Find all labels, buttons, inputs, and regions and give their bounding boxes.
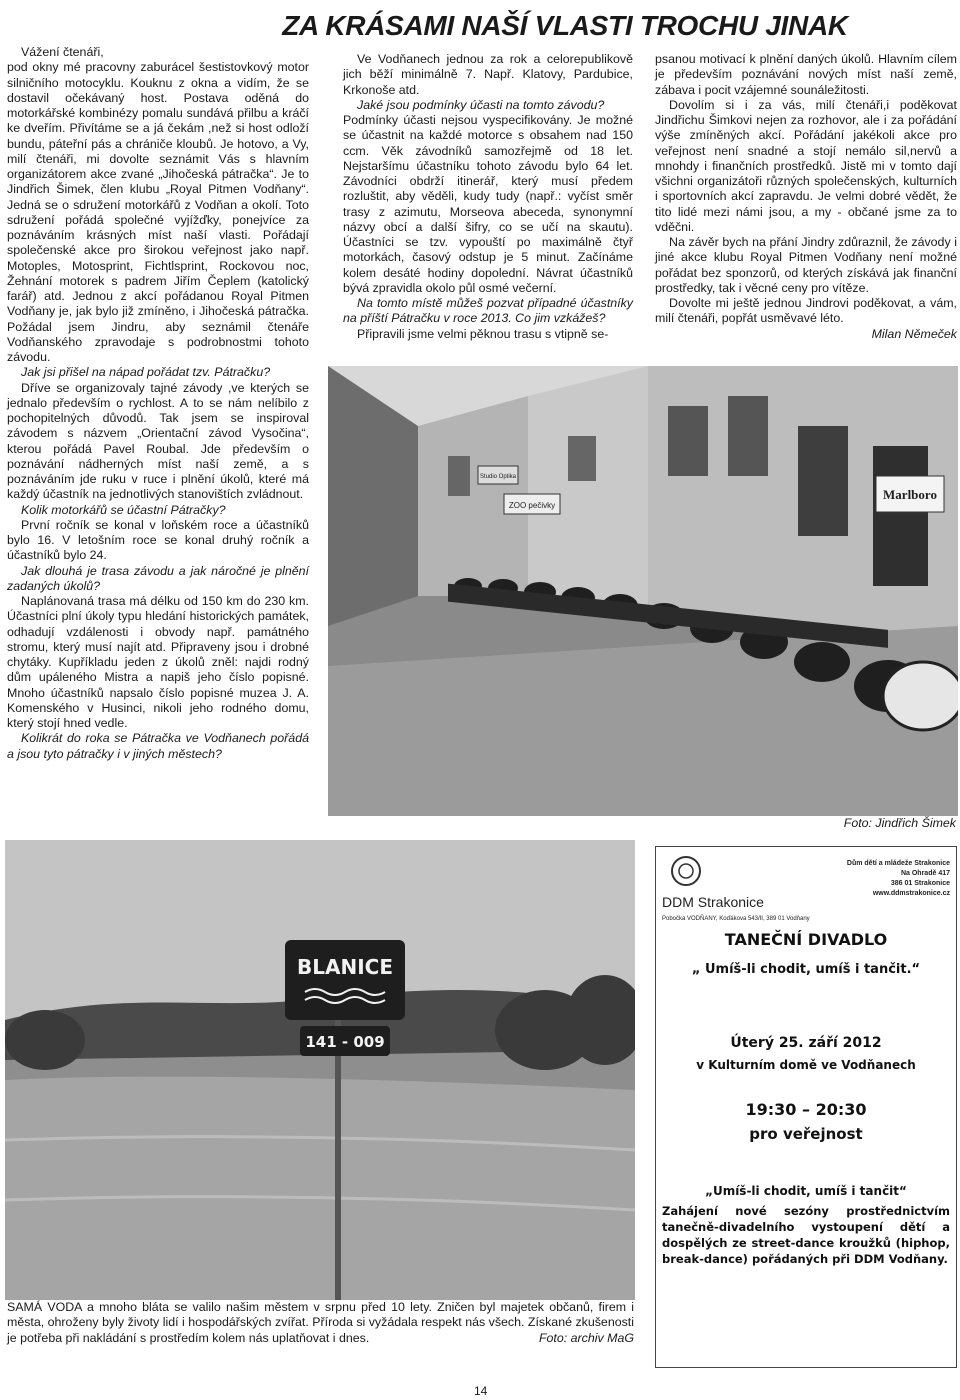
- poster-subtitle: „ Umíš-li chodit, umíš i tančit.“: [691, 962, 921, 977]
- poster-org-address: Na Ohradě 417: [900, 870, 950, 877]
- article-column-1: [7, 45, 309, 762]
- poster-date: Úterý 25. září 2012: [730, 1035, 882, 1051]
- paragraph: Na závěr bych na přání Jindry zdůraznil, že závody i jiné akce klubu Royal Pitmen Vodňany není možné pořádat bez sponzorů, od kterých získává jak finanční prostředky, tak i věcné ceny pro vítěze.: [655, 235, 957, 295]
- snail-logo-icon: [672, 857, 700, 885]
- street-motorcycles-photo: [328, 366, 958, 816]
- interview-question: Na tomto místě můžeš pozvat případné účastníky na příští Pátračku v roce 2013. Co jim vzkážeš?: [343, 296, 633, 326]
- poster-description: Zahájení nové sezóny prostřednictvím tanečně-divadelního vystoupení dětí a dospělých ze street-dance kroužků (hiphop, break-dance) pořádaných při DDM Vodňany.: [662, 1204, 950, 1266]
- interview-question: Jak dlouhá je trasa závodu a jak náročné je plnění zadaných úkolů?: [7, 563, 309, 593]
- optika-sign: Studio Optika: [479, 474, 517, 480]
- paragraph: Podmínky účasti nejsou vyspecifikovány. Je možné se účastnit na každé motorce s obsahem nad 150 ccm. Věk závodníků samozřejmě od 18 let. Nejstaršímu účastníku tohoto závodu bylo 64 let. Závodníci obdrží itinerář, který musí předem rozluštit, aby věděli, kudy tudy (např.: vyčíst směr trasy z azimutu, Morseova abeceda, synonymní názvy obcí a další šifry, co se učí na skautu). Účastníci se tzv. vypouští po maximálně čtyř motorkách, časový odstup je 5 minut. Začínáme kolem desáté hodiny dopolední. Návrat účastníků bývá zpravidla okolo půl osmé večerní.: [343, 113, 633, 295]
- flood-photo-illustration: [5, 840, 635, 1300]
- flood-photo: [5, 840, 635, 1300]
- article-column-2: [343, 52, 633, 342]
- flood-caption-text: SAMÁ VODA a mnoho bláta se valilo našim městem v srpnu před 10 lety. Zničen byl majetek občanů, firem i města, ohroženy byly životy lidí i hospodářských zvířat. Příroda si vyžádala respekt nás všech. Získané zkušenosti je potřeba při nakládání s prostředím kolem nás uplatňovat i dnes.: [7, 1300, 634, 1345]
- poster-title: TANEČNÍ DIVADLO: [724, 930, 888, 949]
- river-sign: [285, 940, 405, 1056]
- poster-audience: pro veřejnost: [749, 1125, 863, 1143]
- interview-question: Jak jsi přišel na nápad pořádat tzv. Pátračku?: [21, 365, 271, 380]
- paragraph: Připravili jsme velmi pěknou trasu s vtipně se-: [357, 326, 609, 341]
- page-number: 14: [474, 1384, 488, 1398]
- greeting: Vážení čtenáři,: [21, 45, 104, 59]
- poster-time: 19:30 – 20:30: [745, 1100, 867, 1119]
- paragraph: Naplánovaná trasa má délku od 150 km do 230 km. Účastníci plní úkoly typu hledání historických památek, odhadují vzdálenosti i obvody např. památného stromu, který musí najít atd. Připraveny jsou i drobné chytáky. Kupříkladu jeden z úkolů zněl: najdi rodný dům upáleného Mistra a napiš jeho číslo popisné. Mnoho účastníků napsalo číslo popisné muzea J. A. Komenského v Husinci, nikoli jeho rodného domu, který stojí hned vedle.: [7, 594, 309, 730]
- poster-org-city: 386 01 Strakonice: [890, 880, 950, 887]
- poster-illustration: [656, 847, 956, 1367]
- poster-branch: Pobočka VODŇANY, Koďákova 543/II, 389 01 Vodňany: [662, 916, 810, 922]
- article-column-3: [655, 52, 957, 342]
- shop-sign: ZOO pečivky: [508, 501, 556, 510]
- poster-venue: v Kulturním domě ve Vodňanech: [696, 1058, 916, 1072]
- dance-theatre-poster: [655, 846, 957, 1368]
- interview-question: Kolikrát do roka se Pátračka ve Vodňanech pořádá a jsou tyto pátračky i v jiných městech?: [7, 731, 309, 761]
- poster-org-web: www.ddmstrakonice.cz: [872, 890, 950, 897]
- interview-question: Jaké jsou podmínky účasti na tomto závodu?: [357, 97, 605, 112]
- paragraph: První ročník se konal v loňském roce a účastníků bylo 16. V letošním roce se konal druhý ročník a účastníků bylo 24.: [7, 517, 309, 563]
- river-sign-number: 141 - 009: [305, 1033, 385, 1051]
- marlboro-sign: Marlboro: [883, 487, 937, 502]
- street-photo-illustration: [328, 366, 958, 816]
- article-heading: ZA KRÁSAMI NAŠÍ VLASTI TROCHU JINAK: [282, 10, 848, 41]
- paragraph: Dovolte mi ještě jednou Jindrovi poděkovat, a vám, milí čtenáři, popřát usměvavé léto.: [655, 296, 957, 326]
- paragraph: Dříve se organizovaly tajné závody ,ve kterých se jednalo především o rychlost. A to se nám nelíbilo z pochopitelných důvodů. Tak jsem se inspiroval závodem s názvem „Orientační závod Vysočina“, kterou pořádá Pavel Roubal. Jde především o poznávání nádherných míst naší země, a s poznáváním jde ruku v ruce i plnění úkolů, které má každý účastník na jednotlivých stanovištích zvládnout.: [7, 380, 309, 502]
- paragraph: Ve Vodňanech jednou za rok a celorepublikově jich běží minimálně 7. Např. Klatovy, Pardubice, Krkonoše atd.: [343, 52, 633, 97]
- paragraph: pod okny mé pracovny zaburácel šestistovkový motor silničního motocyklu. Kouknu z okna a vidím, že se dostavil očekávaný host. Postava oděná do motorkářské kombinézy pomalu sundává přilbu a kráčí ke dveřím. Přivítáme se a já čekám ,než si host odloží bundu, páteřní pás a chrániče kloubů. Je hotovo, a Vy, milí čtenáři, mi dovolte seznámit Vás s hlavním organizátorem akce zvané „Jihočeská pátračka“. Je to Jindřich Šimek, člen klubu „Royal Pitmen Vodňany“. Jedná se o sdružení motorkářů z Vodňan a okolí. Toto sdružení pořádá společné vyjížďky, ponejvíce za poznáváním krásných míst naší vlasti. Pořádají společenské akce pro širokou veřejnost jako např. Motoples, Motosprint, Fichtlsprint, Rockovou noc, Žehnání motorek s padrem Jiřím Čeplem (katolický farář) atd. Jednou z akcí pořádanou Royal Pitmen Vodňany je, jak bylo již zmíněno, i Jihočeská pátračka. Požádal jsem Jindru, aby seznámil čtenáře Vodňanského zpravodaje s podrobnostmi tohoto závodu.: [7, 60, 309, 364]
- river-sign-name: BLANICE: [297, 955, 393, 979]
- poster-headline2: „Umíš-li chodit, umíš i tančit“: [705, 1184, 907, 1198]
- paragraph: psanou motivací k plnění daných úkolů. Hlavním cílem je především poznávání nových míst naší země, zábava i pocit vzájemné sounáležitosti.: [655, 52, 957, 97]
- author-signature: Milan Němeček: [871, 326, 957, 341]
- flood-caption: [7, 1300, 634, 1346]
- flood-caption-credit: Foto: archiv MaG: [538, 1330, 634, 1345]
- photo-credit: Foto: Jindřich Šimek: [843, 816, 956, 830]
- interview-question: Kolik motorkářů se účastní Pátračky?: [21, 502, 226, 517]
- paragraph: Dovolím si i za vás, milí čtenáři,i poděkovat Jindřichu Šimkovi nejen za rozhovor, ale i za pořádání výše zmíněných akcí. Pořádání jakékoli akce pro veřejnost není snadné a stojí nemálo sil,nervů a mnohdy i finančních prostředků. Jistě mi v tomto dají všichni organizátoři různých společenských, kulturních i sportovních akcí zapravdu. Je velmi dobré vědět, že tito lidé mezi námi jsou, a my - občané jsme za to vděčni.: [655, 97, 957, 234]
- poster-brand: DDM Strakonice: [662, 894, 764, 910]
- poster-org-name: Dům dětí a mládeže Strakonice: [846, 860, 950, 867]
